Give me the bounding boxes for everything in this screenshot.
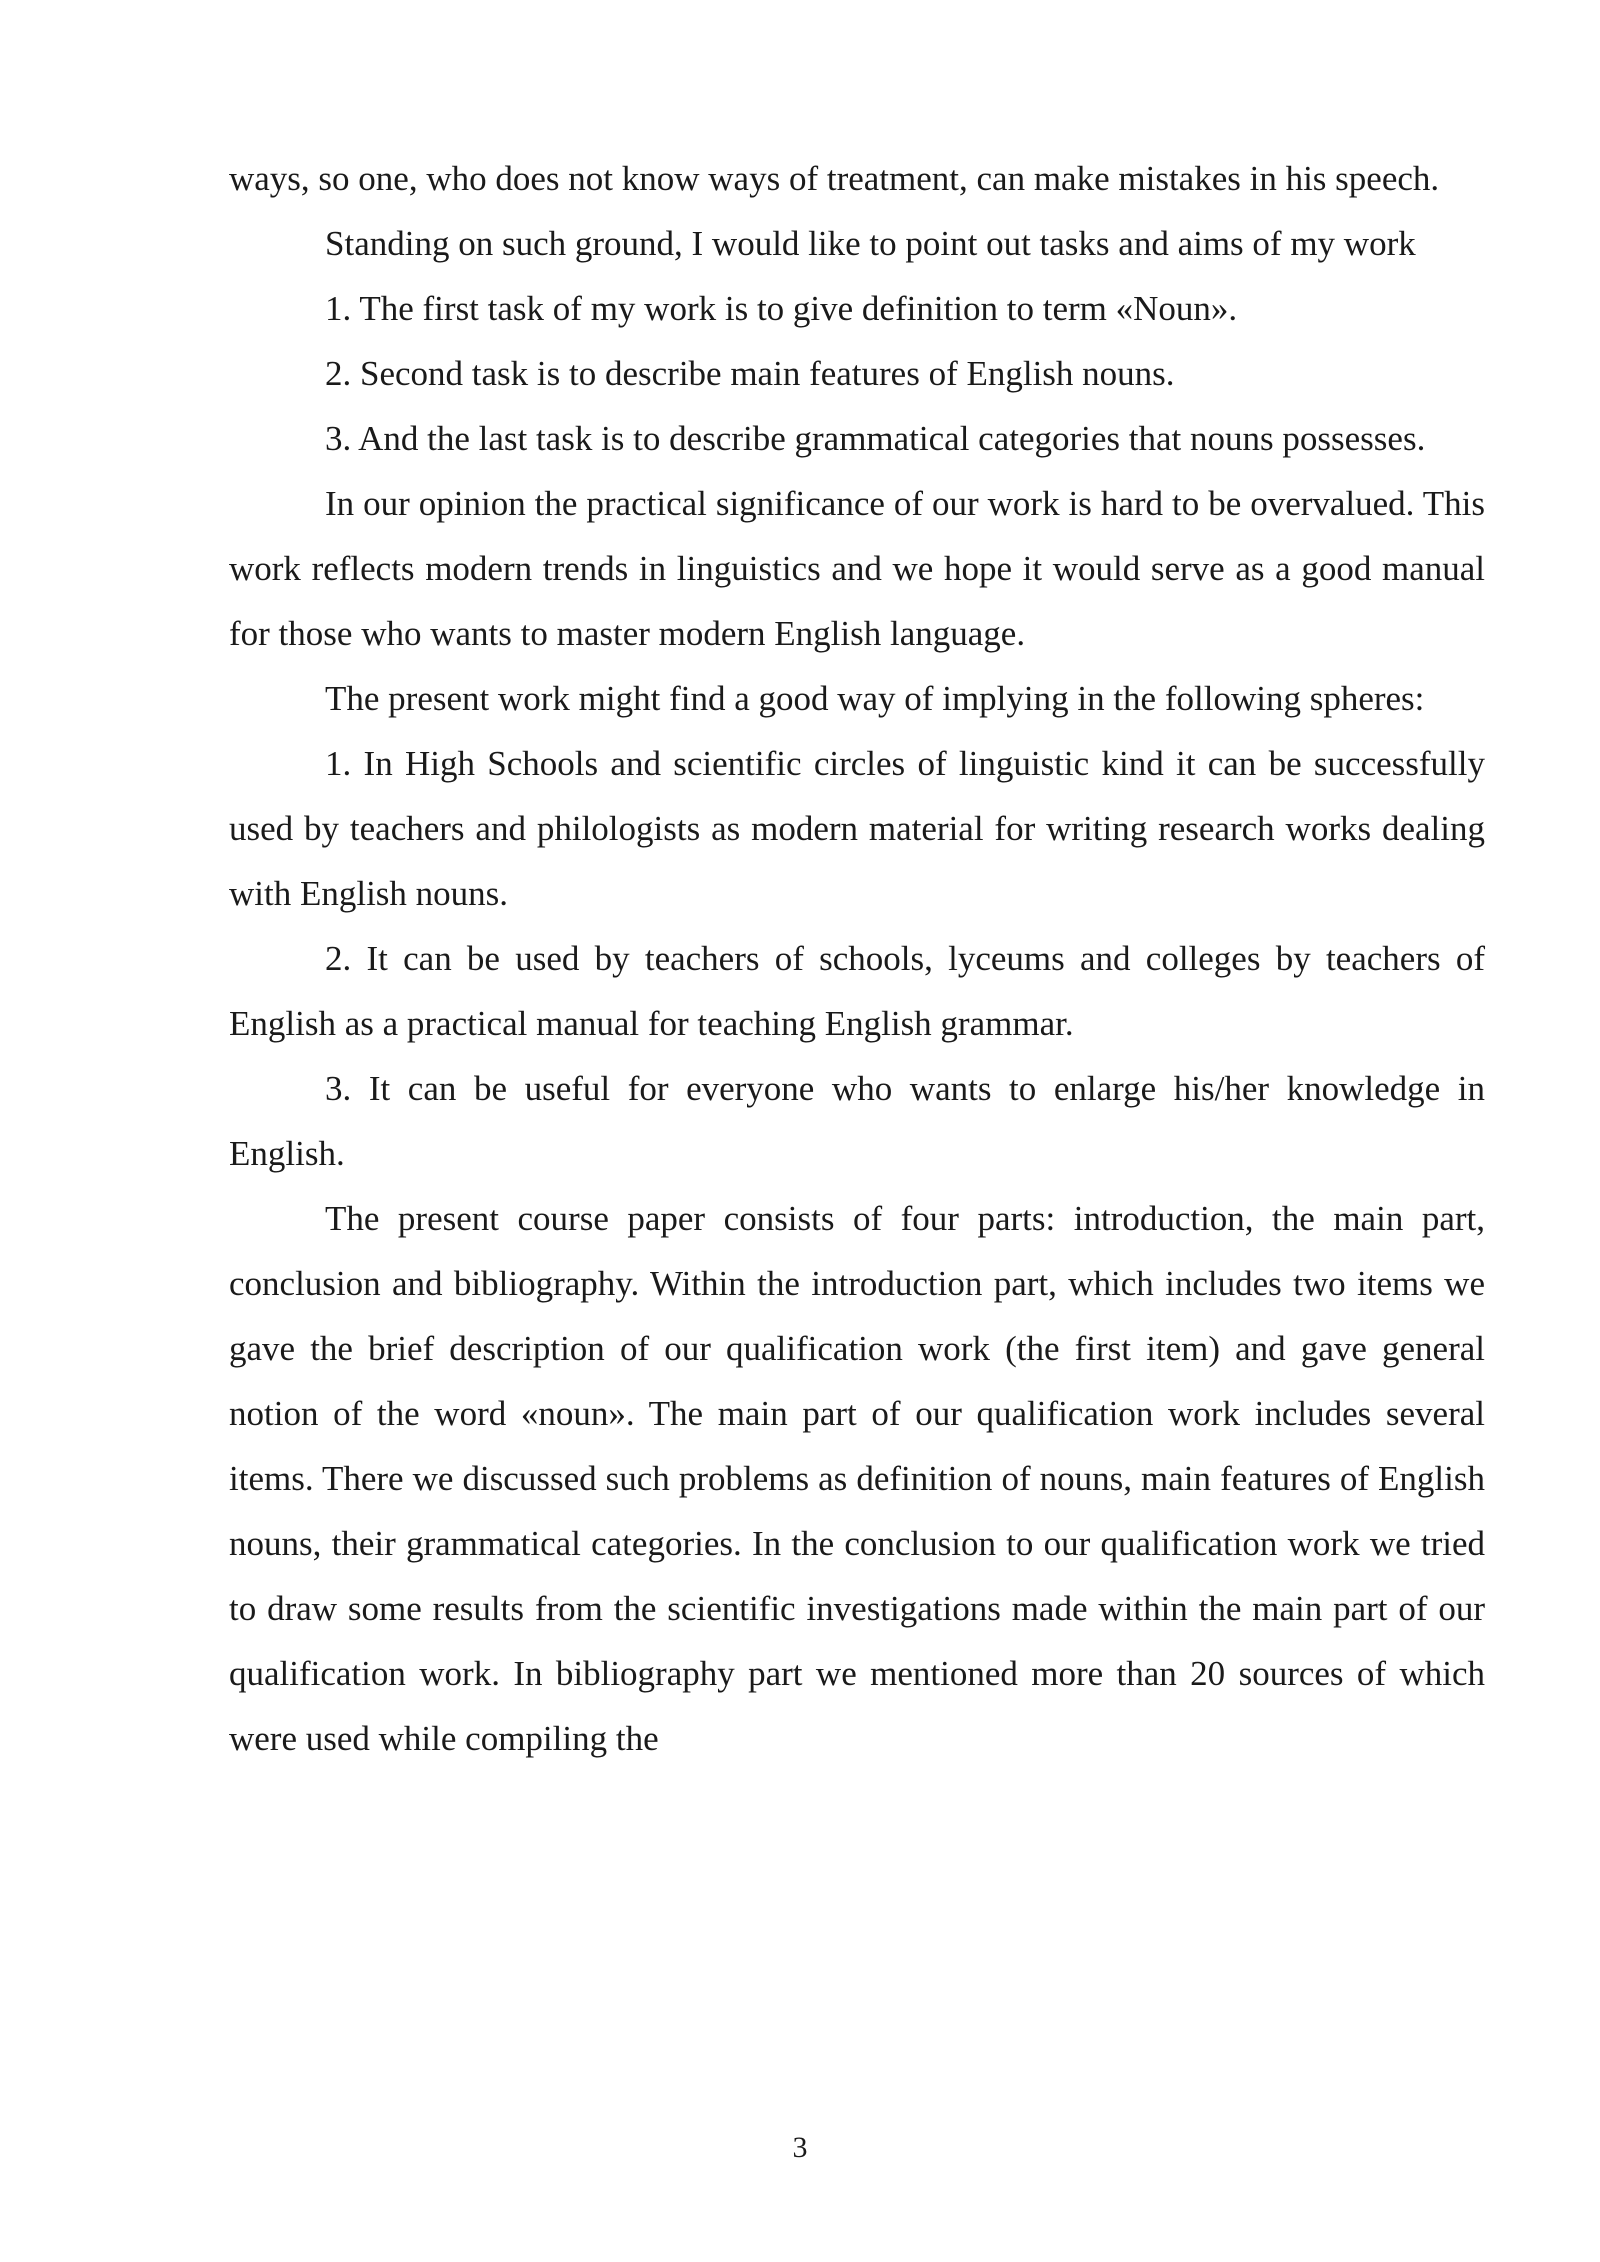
- list-item: 1. The first task of my work is to give definition to term «Noun».: [325, 289, 1238, 328]
- list-item: 1. In High Schools and scientific circles of linguistic kind it can be successfully used by teachers and philologists as modern material for writing research works dealing with English nouns.: [229, 744, 1485, 913]
- paragraph: The present work might find a good way of implying in the following spheres:: [325, 679, 1425, 718]
- list-item: 2. Second task is to describe main features of English nouns.: [325, 354, 1175, 393]
- paragraph: Standing on such ground, I would like to point out tasks and aims of my work: [325, 224, 1416, 263]
- paragraph: ways, so one, who does not know ways of treatment, can make mistakes in his speech.: [229, 159, 1440, 198]
- paragraph: The present course paper consists of four parts: introduction, the main part, conclusion and bibliography. Within the introduction part, which includes two items we gave the brief description of our qualification work (the first item) and gave general notion of the word «noun». The main part of our qualification work includes several items. There we discussed such problems as definition of nouns, main features of English nouns, their grammatical categories. In the conclusion to our qualification work we tried to draw some results from the scientific investigations made within the main part of our qualification work. In bibliography part we mentioned more than 20 sources of which were used while compiling the: [229, 1199, 1485, 1758]
- page-number: 3: [792, 2131, 808, 2164]
- list-item: 3. And the last task is to describe grammatical categories that nouns possesses.: [325, 419, 1426, 458]
- list-item: 3. It can be useful for everyone who wants to enlarge his/her knowledge in English.: [229, 1069, 1485, 1173]
- paragraph: In our opinion the practical significance of our work is hard to be overvalued. This work reflects modern trends in linguistics and we hope it would serve as a good manual for those who wants to master modern English language.: [229, 484, 1485, 653]
- body-text: [229, 146, 1485, 1771]
- list-item: 2. It can be used by teachers of schools, lyceums and colleges by teachers of English as a practical manual for teaching English grammar.: [229, 939, 1485, 1043]
